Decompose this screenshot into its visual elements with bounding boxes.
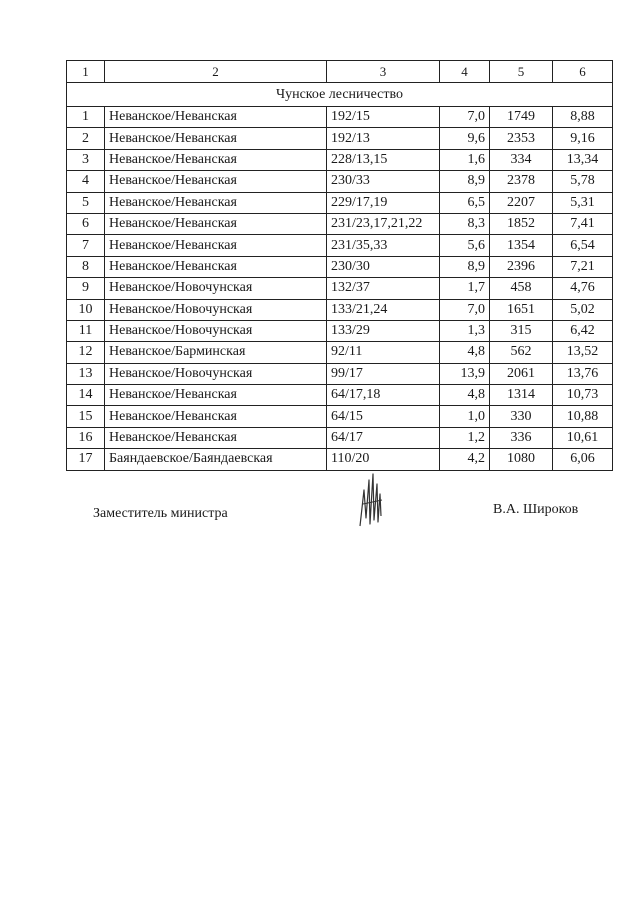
volume-per-ha-cell: 5,02 [553, 299, 613, 320]
table-row [67, 363, 613, 384]
volume-cell: 2378 [490, 171, 553, 192]
row-number-cell: 2 [67, 128, 105, 149]
table-row [67, 107, 613, 128]
area-cell: 1,0 [440, 406, 490, 427]
area-cell: 1,2 [440, 427, 490, 448]
forestry-division-cell: Неванское/Новочунская [105, 299, 327, 320]
volume-per-ha-cell: 5,78 [553, 171, 613, 192]
row-number-cell: 8 [67, 256, 105, 277]
signatory-position: Заместитель министра [93, 506, 228, 521]
forestry-division-cell: Неванское/Неванская [105, 235, 327, 256]
row-number-cell: 6 [67, 213, 105, 234]
table-row [67, 149, 613, 170]
row-number-cell: 1 [67, 107, 105, 128]
forestry-division-cell: Неванское/Барминская [105, 342, 327, 363]
row-number-cell: 3 [67, 149, 105, 170]
volume-cell: 2207 [490, 192, 553, 213]
forestry-division-cell: Неванское/Неванская [105, 256, 327, 277]
column-number-row [67, 61, 613, 83]
area-cell: 4,2 [440, 449, 490, 470]
column-number-cell: 2 [105, 61, 327, 83]
volume-cell: 336 [490, 427, 553, 448]
area-cell: 1,7 [440, 278, 490, 299]
volume-cell: 1354 [490, 235, 553, 256]
volume-cell: 315 [490, 320, 553, 341]
quarter-plot-cell: 228/13,15 [327, 149, 440, 170]
row-number-cell: 5 [67, 192, 105, 213]
forestry-division-cell: Неванское/Неванская [105, 171, 327, 192]
column-number-cell: 6 [553, 61, 613, 83]
quarter-plot-cell: 133/29 [327, 320, 440, 341]
row-number-cell: 17 [67, 449, 105, 470]
row-number-cell: 14 [67, 385, 105, 406]
volume-cell: 1080 [490, 449, 553, 470]
volume-cell: 1314 [490, 385, 553, 406]
forestry-division-cell: Неванское/Неванская [105, 192, 327, 213]
volume-cell: 1749 [490, 107, 553, 128]
section-title: Чунское лесничество [67, 83, 613, 107]
table-row [67, 342, 613, 363]
forestry-division-cell: Неванское/Неванская [105, 149, 327, 170]
area-cell: 8,3 [440, 213, 490, 234]
volume-per-ha-cell: 5,31 [553, 192, 613, 213]
quarter-plot-cell: 132/37 [327, 278, 440, 299]
forestry-division-cell: Неванское/Неванская [105, 128, 327, 149]
volume-per-ha-cell: 6,54 [553, 235, 613, 256]
row-number-cell: 16 [67, 427, 105, 448]
volume-per-ha-cell: 9,16 [553, 128, 613, 149]
row-number-cell: 11 [67, 320, 105, 341]
area-cell: 1,6 [440, 149, 490, 170]
table-row [67, 299, 613, 320]
area-cell: 6,5 [440, 192, 490, 213]
quarter-plot-cell: 133/21,24 [327, 299, 440, 320]
table-row [67, 213, 613, 234]
volume-per-ha-cell: 10,61 [553, 427, 613, 448]
signatory-name: В.А. Широков [493, 502, 579, 517]
area-cell: 4,8 [440, 385, 490, 406]
column-number-cell: 5 [490, 61, 553, 83]
row-number-cell: 12 [67, 342, 105, 363]
area-cell: 8,9 [440, 171, 490, 192]
row-number-cell: 7 [67, 235, 105, 256]
row-number-cell: 13 [67, 363, 105, 384]
quarter-plot-cell: 110/20 [327, 449, 440, 470]
column-number-cell: 1 [67, 61, 105, 83]
volume-per-ha-cell: 10,88 [553, 406, 613, 427]
area-cell: 8,9 [440, 256, 490, 277]
volume-cell: 330 [490, 406, 553, 427]
allotment-table [66, 60, 613, 471]
area-cell: 4,8 [440, 342, 490, 363]
volume-per-ha-cell: 8,88 [553, 107, 613, 128]
quarter-plot-cell: 64/17 [327, 427, 440, 448]
quarter-plot-cell: 64/17,18 [327, 385, 440, 406]
quarter-plot-cell: 229/17,19 [327, 192, 440, 213]
quarter-plot-cell: 231/35,33 [327, 235, 440, 256]
volume-per-ha-cell: 6,42 [553, 320, 613, 341]
quarter-plot-cell: 230/33 [327, 171, 440, 192]
table-row [67, 427, 613, 448]
volume-cell: 334 [490, 149, 553, 170]
section-row [67, 83, 613, 107]
table-row [67, 128, 613, 149]
forestry-division-cell: Неванское/Новочунская [105, 278, 327, 299]
table-row [67, 256, 613, 277]
forestry-division-cell: Неванское/Неванская [105, 406, 327, 427]
area-cell: 13,9 [440, 363, 490, 384]
table-row [67, 320, 613, 341]
area-cell: 7,0 [440, 107, 490, 128]
volume-per-ha-cell: 7,21 [553, 256, 613, 277]
forestry-division-cell: Неванское/Неванская [105, 213, 327, 234]
table-row [67, 278, 613, 299]
forestry-division-cell: Неванское/Неванская [105, 427, 327, 448]
handwritten-signature [354, 470, 388, 532]
forestry-division-cell: Неванское/Новочунская [105, 363, 327, 384]
volume-cell: 2061 [490, 363, 553, 384]
quarter-plot-cell: 64/15 [327, 406, 440, 427]
volume-per-ha-cell: 13,34 [553, 149, 613, 170]
quarter-plot-cell: 99/17 [327, 363, 440, 384]
area-cell: 7,0 [440, 299, 490, 320]
volume-cell: 1651 [490, 299, 553, 320]
quarter-plot-cell: 192/13 [327, 128, 440, 149]
area-cell: 9,6 [440, 128, 490, 149]
forestry-division-cell: Неванское/Неванская [105, 107, 327, 128]
volume-cell: 1852 [490, 213, 553, 234]
volume-cell: 2396 [490, 256, 553, 277]
table-row [67, 385, 613, 406]
row-number-cell: 9 [67, 278, 105, 299]
quarter-plot-cell: 230/30 [327, 256, 440, 277]
volume-per-ha-cell: 4,76 [553, 278, 613, 299]
volume-per-ha-cell: 7,41 [553, 213, 613, 234]
table-row [67, 192, 613, 213]
forestry-division-cell: Неванское/Неванская [105, 385, 327, 406]
area-cell: 1,3 [440, 320, 490, 341]
volume-per-ha-cell: 10,73 [553, 385, 613, 406]
volume-cell: 562 [490, 342, 553, 363]
table-row [67, 406, 613, 427]
table-row [67, 235, 613, 256]
forestry-division-cell: Баяндаевское/Баяндаевская [105, 449, 327, 470]
area-cell: 5,6 [440, 235, 490, 256]
quarter-plot-cell: 231/23,17,21,22 [327, 213, 440, 234]
row-number-cell: 10 [67, 299, 105, 320]
forestry-division-cell: Неванское/Новочунская [105, 320, 327, 341]
column-number-cell: 4 [440, 61, 490, 83]
row-number-cell: 4 [67, 171, 105, 192]
volume-cell: 458 [490, 278, 553, 299]
quarter-plot-cell: 92/11 [327, 342, 440, 363]
column-number-cell: 3 [327, 61, 440, 83]
volume-per-ha-cell: 6,06 [553, 449, 613, 470]
table-row [67, 171, 613, 192]
volume-per-ha-cell: 13,76 [553, 363, 613, 384]
volume-per-ha-cell: 13,52 [553, 342, 613, 363]
volume-cell: 2353 [490, 128, 553, 149]
quarter-plot-cell: 192/15 [327, 107, 440, 128]
table-row [67, 449, 613, 470]
row-number-cell: 15 [67, 406, 105, 427]
